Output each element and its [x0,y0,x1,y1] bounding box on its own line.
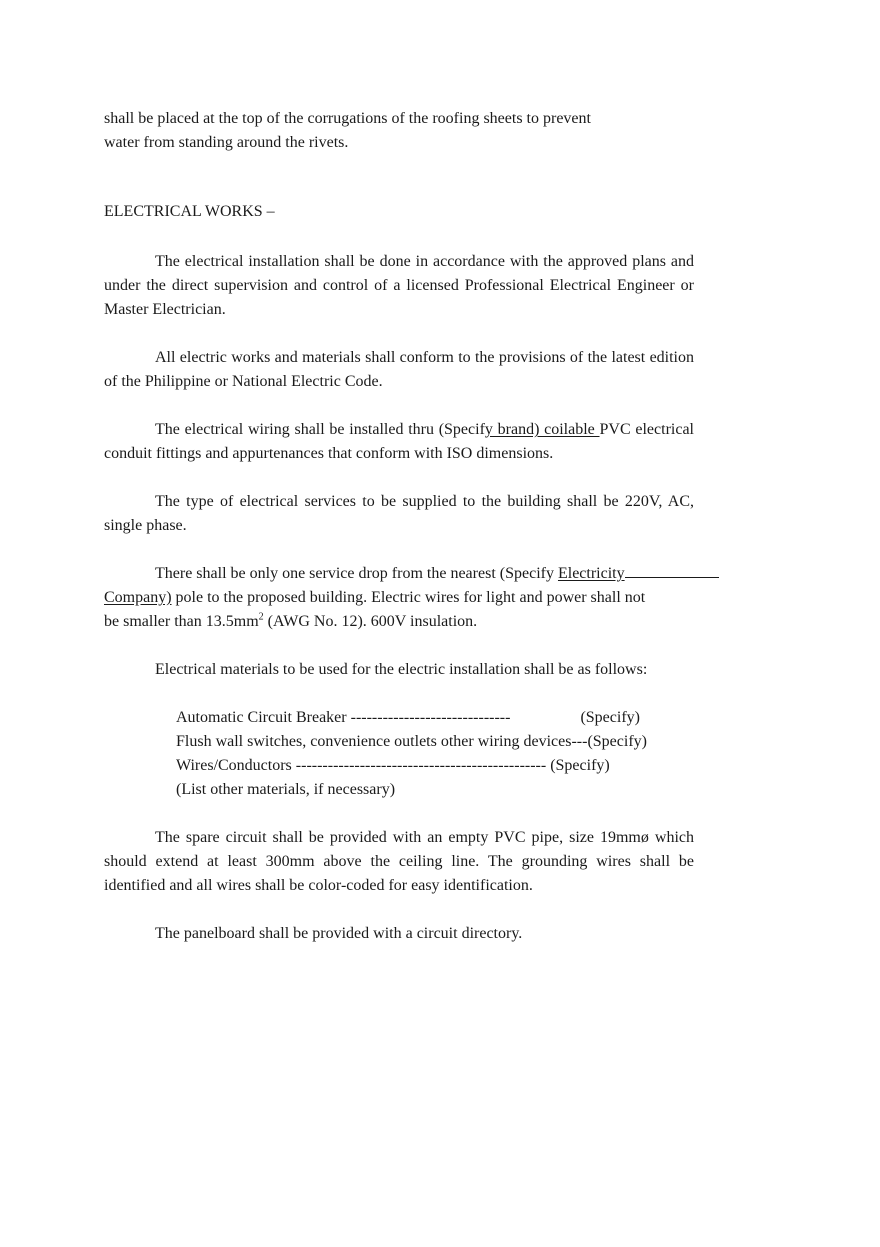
drop-superscript: 2 [258,611,264,623]
drop-text-after-3: (AWG No. 12). 600V insulation. [263,613,478,630]
drop-text-after-2: be smaller than 13.5mm [104,613,259,630]
wiring-paragraph [104,418,694,466]
list-item [176,778,696,802]
service-drop-paragraph [104,562,694,634]
material-spec: (Specify) [580,709,640,726]
drop-blank-line [625,563,719,578]
list-item [176,730,696,754]
section-heading: ELECTRICAL WORKS – [104,203,275,220]
material-label: Automatic Circuit Breaker ------------------------------ [176,709,511,726]
wiring-brand-underlined: y brand) coilable [484,421,600,438]
material-label: (List other materials, if necessary) [176,781,396,798]
services-paragraph: The type of electrical services to be supplied to the building shall be 220V, AC, single phase. [104,493,694,534]
drop-text-before: There shall be only one service drop from the nearest (Specify [155,565,558,582]
panelboard-paragraph: The panelboard shall be provided with a circuit directory. [155,925,523,942]
materials-intro-paragraph: Electrical materials to be used for the electric installation shall be as follows: [155,661,648,678]
wiring-text-after: PVC electrical conduit fittings and appurtenances that conform with ISO dimensions. [104,421,694,462]
intro-line-1: shall be placed at the top of the corrugations of the roofing sheets to prevent [104,110,591,127]
list-item [176,706,696,730]
intro-paragraph [104,107,694,155]
materials-list [176,706,696,802]
drop-text-after-1: pole to the proposed building. Electric wires for light and power shall not [171,589,646,606]
installation-paragraph: The electrical installation shall be done in accordance with the approved plans and under the direct supervision and control of a licensed Professional Electrical Engineer or Master Electrician. [104,253,694,318]
spare-circuit-paragraph: The spare circuit shall be provided with an empty PVC pipe, size 19mmø which should extend at least 300mm above the ceiling line. The grounding wires shall be identified and all wires shall be color-coded for easy identification. [104,829,694,894]
intro-line-2: water from standing around the rivets. [104,134,349,151]
drop-company-underlined: Electricity [557,565,625,582]
drop-company-underlined-2: Company) [104,589,172,606]
material-label: Wires/Conductors ----------------------------------------------- (Specify) [176,757,610,774]
conform-paragraph: All electric works and materials shall conform to the provisions of the latest edition of the Philippine or National Electric Code. [104,349,694,390]
document-page [104,107,694,946]
wiring-text-before: The electrical wiring shall be installed thru (Specif [155,421,485,438]
material-label: Flush wall switches, convenience outlets other wiring devices---(Specify) [176,733,647,750]
list-item [176,754,696,778]
